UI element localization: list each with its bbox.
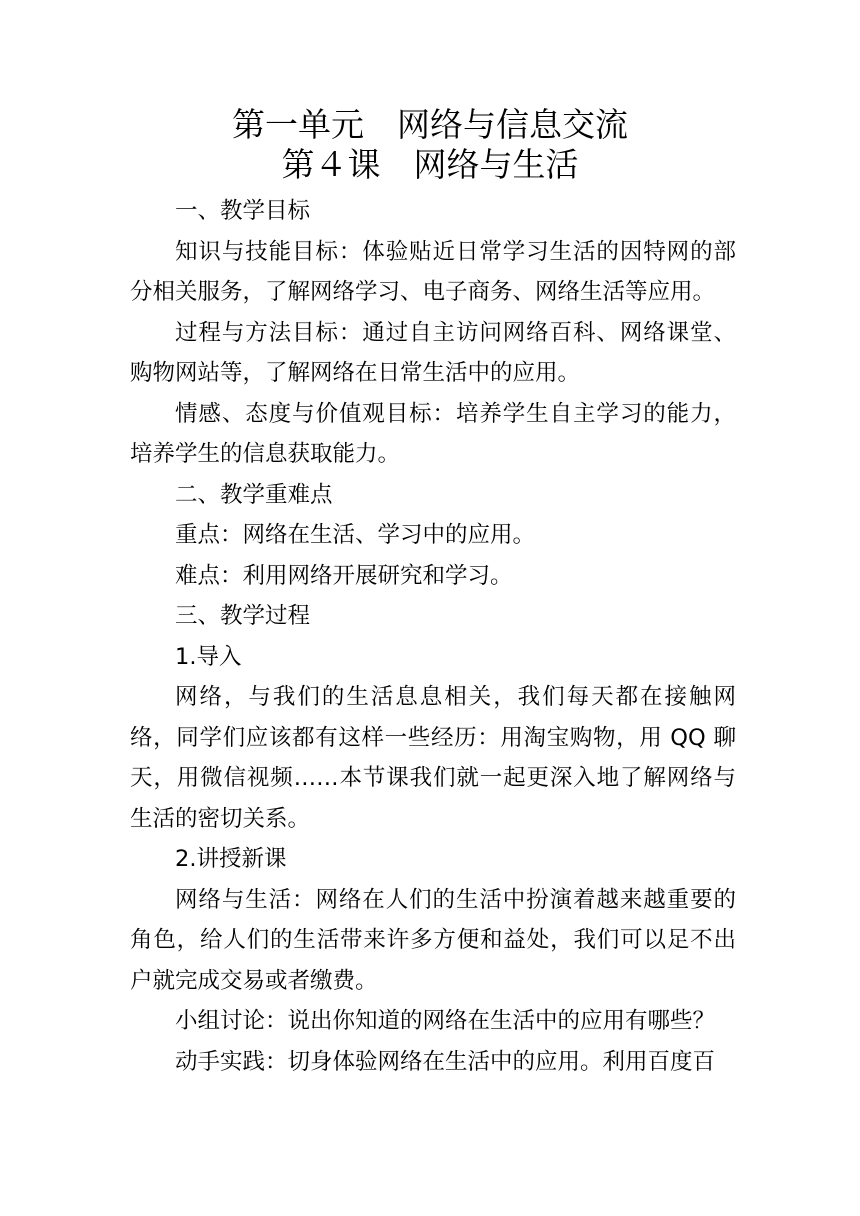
paragraph-introduction: 网络，与我们的生活息息相关，我们每天都在接触网络，同学们应该都有这样一些经历：用淘宝购物，用 QQ 聊天，用微信视频……本节课我们就一起更深入地了解网络与生活的密切关系。 — [130, 684, 736, 832]
heading-teaching-process: 三、教学过程 — [175, 603, 311, 629]
document-body — [130, 191, 736, 1082]
subheading-new-lesson: 2.讲授新课 — [175, 846, 287, 872]
paragraph-process-goal: 过程与方法目标：通过自主访问网络百科、网络课堂、购物网站等，了解网络在日常生活中的应用。 — [130, 319, 736, 386]
paragraph-network-life: 网络与生活：网络在人们的生活中扮演着越来越重要的角色，给人们的生活带来许多方便和益处，我们可以足不出户就完成交易或者缴费。 — [130, 886, 736, 994]
paragraph-hands-on: 动手实践：切身体验网络在生活中的应用。利用百度百 — [175, 1048, 716, 1075]
paragraph-attitude-goal: 情感、态度与价值观目标：培养学生自主学习的能力，培养学生的信息获取能力。 — [130, 400, 736, 467]
unit-title: 第一单元 网络与信息交流 — [232, 105, 628, 144]
heading-key-points: 二、教学重难点 — [175, 481, 333, 508]
paragraph-key-point: 重点：网络在生活、学习中的应用。 — [175, 522, 536, 548]
subheading-introduction: 1.导入 — [175, 643, 242, 670]
lesson-title: 第４课 网络与生活 — [281, 145, 579, 184]
paragraph-knowledge-goal: 知识与技能目标：体验贴近日常学习生活的因特网的部分相关服务，了解网络学习、电子商务、网络生活等应用。 — [130, 238, 736, 305]
heading-teaching-goals: 一、教学目标 — [175, 198, 311, 224]
paragraph-group-discussion: 小组讨论：说出你知道的网络在生活中的应用有哪些？ — [175, 1008, 716, 1034]
paragraph-difficult-point: 难点：利用网络开展研究和学习。 — [175, 562, 513, 589]
